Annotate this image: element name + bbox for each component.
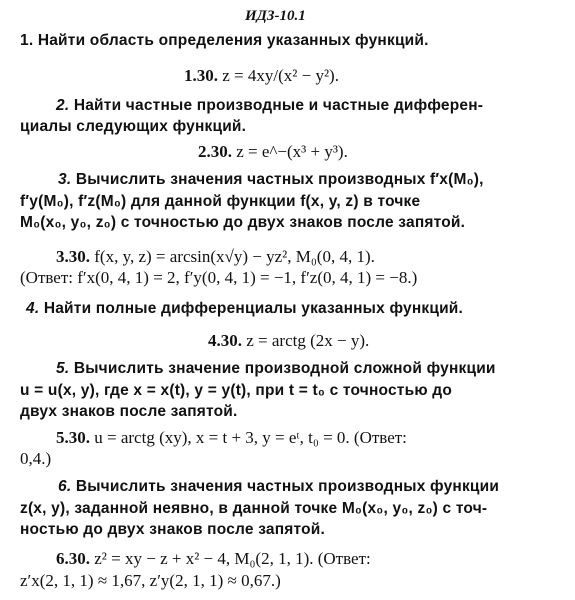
task-3-number: 3. xyxy=(58,171,72,188)
task-1-heading xyxy=(20,31,429,51)
task-1-item-formula: z = 4xy/(x² − y²). xyxy=(222,66,339,85)
task-4-item-number: 4.30. xyxy=(208,331,242,350)
document-title: ИДЗ-10.1 xyxy=(245,8,306,24)
task-5-text-line1: Вычислить значение производной сложной функции xyxy=(73,360,496,377)
task-3-answer: (Ответ: f′x(0, 4, 1) = 2, f′y(0, 4, 1) = −1, f′z(0, 4, 1) = −8.) xyxy=(20,268,418,287)
task-1-text: Найти область определения указанных функций. xyxy=(37,32,429,49)
task-2-heading xyxy=(56,96,483,116)
task-6-item-number: 6.30. xyxy=(56,549,90,568)
task-4-number: 4. xyxy=(26,300,40,317)
task-5-item xyxy=(56,428,407,448)
task-5-item-formula: u = arctg (xy), x = t + 3, y = eᵗ, t₀ = 0. (Ответ: xyxy=(94,428,407,447)
task-5-number: 5. xyxy=(56,360,70,377)
task-6-text-line1: Вычислить значения частных производных функции xyxy=(75,478,500,495)
task-4-text: Найти полные дифференциалы указанных функций. xyxy=(43,300,464,317)
task-3-heading xyxy=(58,170,484,190)
task-6-item xyxy=(56,549,371,569)
task-3-text-line2: f′y(M₀), f′z(M₀) для данной функции f(x, y, z) в точке xyxy=(20,193,421,210)
task-6-text-line2: z(x, y), заданной неявно, в данной точке M₀(x₀, y₀, z₀) с точ- xyxy=(20,500,488,517)
task-6-text-line3: ностью до двух знаков после запятой. xyxy=(20,521,326,538)
task-4-heading xyxy=(26,299,463,319)
task-2-item-formula: z = e^−(x³ + y³). xyxy=(236,142,348,161)
task-3-item-number: 3.30. xyxy=(56,247,90,266)
task-6-heading xyxy=(58,477,499,497)
task-5-text-line3: двух знаков после запятой. xyxy=(20,403,238,420)
task-1-item xyxy=(184,66,339,86)
task-5-text-line2: u = u(x, y), где x = x(t), y = y(t), при t = t₀ с точностью до xyxy=(20,382,452,399)
task-1-item-number: 1.30. xyxy=(184,66,218,85)
task-3-item xyxy=(56,247,375,267)
task-3-text-line1: Вычислить значения частных производных f′x(M₀), xyxy=(75,171,484,188)
task-4-item-formula: z = arctg (2x − y). xyxy=(246,331,370,350)
task-3-text-line3: M₀(x₀, y₀, z₀) с точностью до двух знаков после запятой. xyxy=(20,214,466,231)
task-6-number: 6. xyxy=(58,478,72,495)
task-5-answer: 0,4.) xyxy=(20,449,52,468)
task-6-answer: z′x(2, 1, 1) ≈ 1,67, z′y(2, 1, 1) ≈ 0,67.) xyxy=(20,571,281,590)
task-1-number: 1. xyxy=(20,32,34,49)
task-3-item-formula: f(x, y, z) = arcsin(x√y) − yz², M₀(0, 4, 1). xyxy=(94,247,375,266)
task-2-item xyxy=(198,142,348,162)
task-4-item xyxy=(208,331,369,351)
task-6-item-formula: z² = xy − z + x² − 4, M₀(2, 1, 1). (Ответ: xyxy=(94,549,371,568)
task-2-text-line2: циалы следующих функций. xyxy=(20,118,247,135)
task-5-heading xyxy=(56,359,496,379)
task-2-item-number: 2.30. xyxy=(198,142,232,161)
task-2-number: 2. xyxy=(56,97,70,114)
task-2-text-line1: Найти частные производные и частные дифферен- xyxy=(73,97,484,114)
task-5-item-number: 5.30. xyxy=(56,428,90,447)
